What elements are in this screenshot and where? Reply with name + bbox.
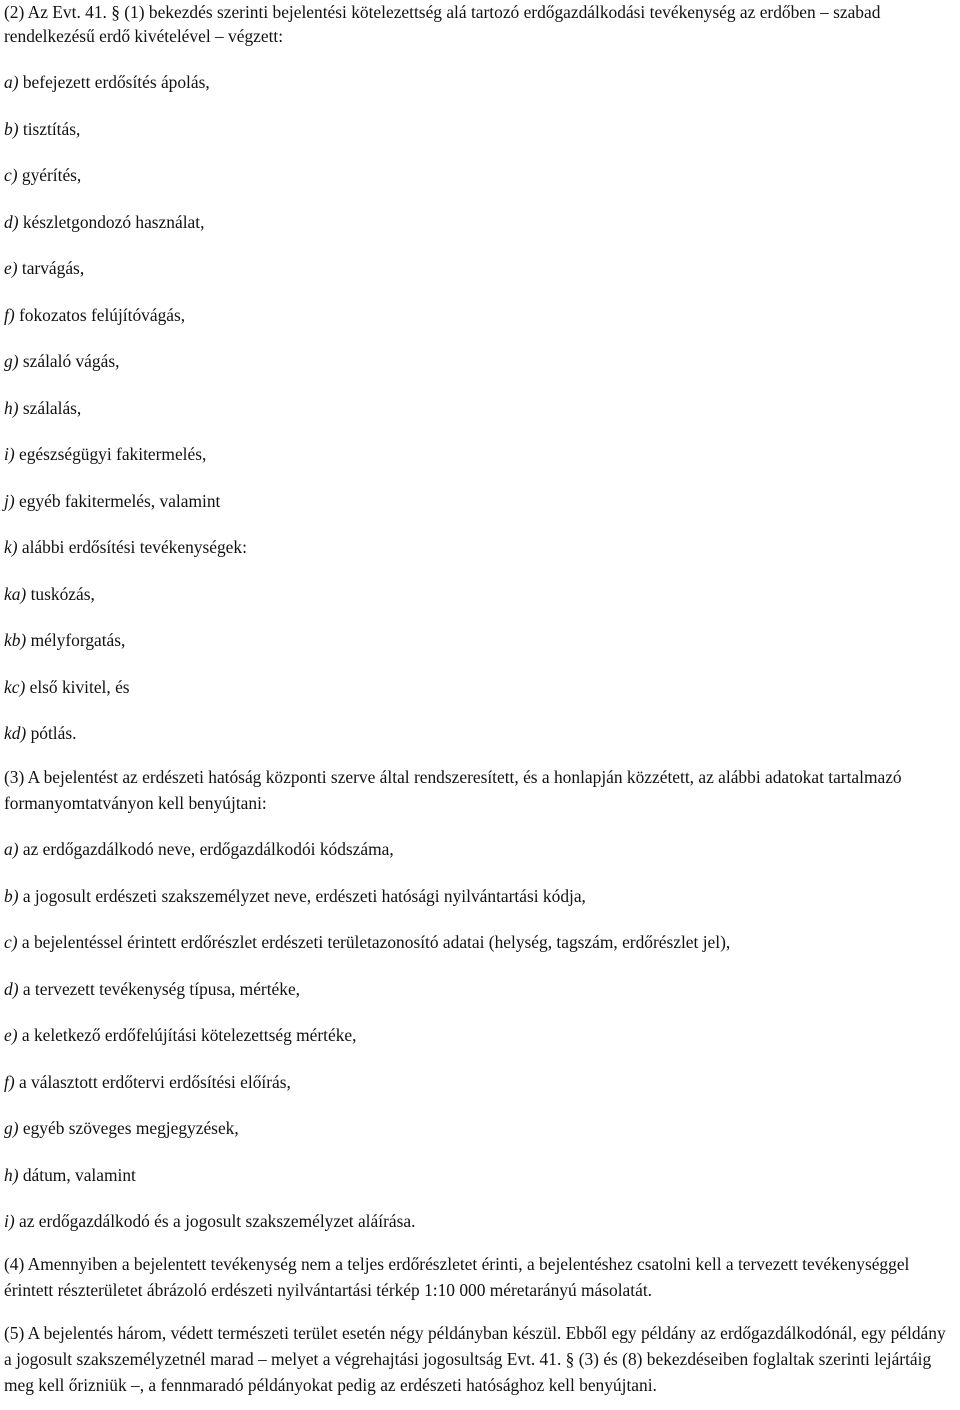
item-label: a) [4, 839, 19, 859]
section-3-intro: (3) A bejelentést az erdészeti hatóság központi szerve által rendszeresített, és a honlapján közzétett, az alábbi adatokat tartalmazó formanyomtatványon kell benyújtani: [4, 767, 902, 813]
item-text: első kivitel, és [29, 676, 130, 697]
list-item [4, 675, 956, 699]
item-label: j) [4, 490, 15, 511]
list-item [4, 1023, 956, 1047]
list-item [4, 303, 956, 327]
item-text: a bejelentéssel érintett erdőrészlet erdészeti területazonosító adatai (helység, tagszám, erdőrészlet jel), [21, 932, 731, 952]
item-label: f) [4, 1071, 15, 1092]
item-text: szálaló vágás, [22, 351, 120, 371]
list-item [4, 256, 956, 280]
item-text: egészségügyi fakitermelés, [18, 444, 207, 464]
item-label: h) [4, 397, 19, 418]
item-text: egyéb szöveges megjegyzések, [22, 1118, 239, 1138]
section-2-intro: (2) Az Evt. 41. § (1) bekezdés szerinti bejelentési kötelezettség alá tartozó erdőgazdálkodási tevékenység az erdőben – szabad rendelkezésű erdő kivételével – végzett: [4, 2, 881, 46]
item-text: tuskózás, [30, 583, 95, 604]
item-label: c) [4, 165, 18, 185]
item-text: dátum, valamint [22, 1164, 136, 1185]
item-label: d) [4, 211, 19, 232]
item-text: a jogosult erdészeti szakszemélyzet neve, erdészeti hatósági nyilvántartási kódja, [22, 885, 586, 906]
item-label: b) [4, 885, 19, 906]
list-item [4, 489, 956, 513]
item-label: c) [4, 932, 18, 952]
item-label: i) [4, 444, 15, 464]
item-text: készletgondozó használat, [22, 211, 205, 232]
list-item [4, 1070, 956, 1094]
document-page [4, 0, 956, 1398]
section-2-list [4, 70, 956, 745]
item-text: alábbi erdősítési tevékenységek: [21, 537, 247, 557]
item-label: e) [4, 258, 18, 278]
list-item [4, 977, 956, 1001]
item-label: ka) [4, 583, 27, 604]
item-text: az erdőgazdálkodó és a jogosult szakszemélyzet aláírása. [18, 1211, 416, 1231]
item-label: a) [4, 72, 19, 92]
item-label: f) [4, 304, 15, 325]
list-item [4, 582, 956, 606]
item-text: mélyforgatás, [30, 630, 126, 650]
item-label: g) [4, 351, 19, 371]
item-label: i) [4, 1211, 15, 1231]
list-item [4, 349, 956, 373]
item-text: tarvágás, [21, 258, 85, 278]
item-text: egyéb fakitermelés, valamint [18, 490, 221, 511]
section-5: (5) A bejelentés három, védett természeti terület esetén négy példányban készül. Ebből egy példány az erdőgazdálkodónál, egy példány a jogosult szakszemélyzetnél marad – melyet a végrehajtási jogosultság Evt. 41. § (3) és (8) bekezdéseiben foglaltak szerinti lejártáig meg kell őrizniük –, a fennmaradó példányokat pedig az erdészeti hatósághoz kell benyújtani. [4, 1323, 946, 1395]
item-text: fokozatos felújítóvágás, [18, 304, 186, 325]
list-item [4, 628, 956, 652]
item-text: az erdőgazdálkodó neve, erdőgazdálkodói kódszáma, [22, 839, 394, 859]
section-3-list [4, 837, 956, 1233]
list-item [4, 535, 956, 559]
item-label: d) [4, 978, 19, 999]
item-text: gyérítés, [21, 165, 82, 185]
list-item [4, 1163, 956, 1187]
list-item [4, 442, 956, 466]
section-4: (4) Amennyiben a bejelentett tevékenység nem a teljes erdőrészletet érinti, a bejelentéshez csatolni kell a tervezett tevékenységgel érintett részterületet ábrázoló erdészeti nyilvántartási térkép 1:10 000 méretarányú másolatát. [4, 1254, 910, 1300]
list-item [4, 70, 956, 94]
list-item [4, 1116, 956, 1140]
item-label: e) [4, 1025, 18, 1045]
list-item [4, 837, 956, 861]
list-item [4, 396, 956, 420]
item-label: b) [4, 118, 19, 139]
item-text: a tervezett tevékenység típusa, mértéke, [22, 978, 301, 999]
item-label: kc) [4, 676, 26, 697]
item-text: befejezett erdősítés ápolás, [22, 72, 210, 92]
item-label: k) [4, 537, 18, 557]
item-text: tisztítás, [22, 118, 81, 139]
item-label: kb) [4, 630, 27, 650]
item-text: szálalás, [22, 397, 82, 418]
list-item [4, 930, 956, 954]
list-item [4, 163, 956, 187]
item-label: h) [4, 1164, 19, 1185]
list-item [4, 117, 956, 141]
item-label: kd) [4, 723, 27, 743]
list-item [4, 884, 956, 908]
item-text: pótlás. [30, 723, 77, 743]
item-label: g) [4, 1118, 19, 1138]
list-item [4, 721, 956, 745]
list-item [4, 210, 956, 234]
item-text: a keletkező erdőfelújítási kötelezettség mértéke, [21, 1025, 357, 1045]
list-item [4, 1209, 956, 1233]
item-text: a választott erdőtervi erdősítési előírás, [18, 1071, 291, 1092]
